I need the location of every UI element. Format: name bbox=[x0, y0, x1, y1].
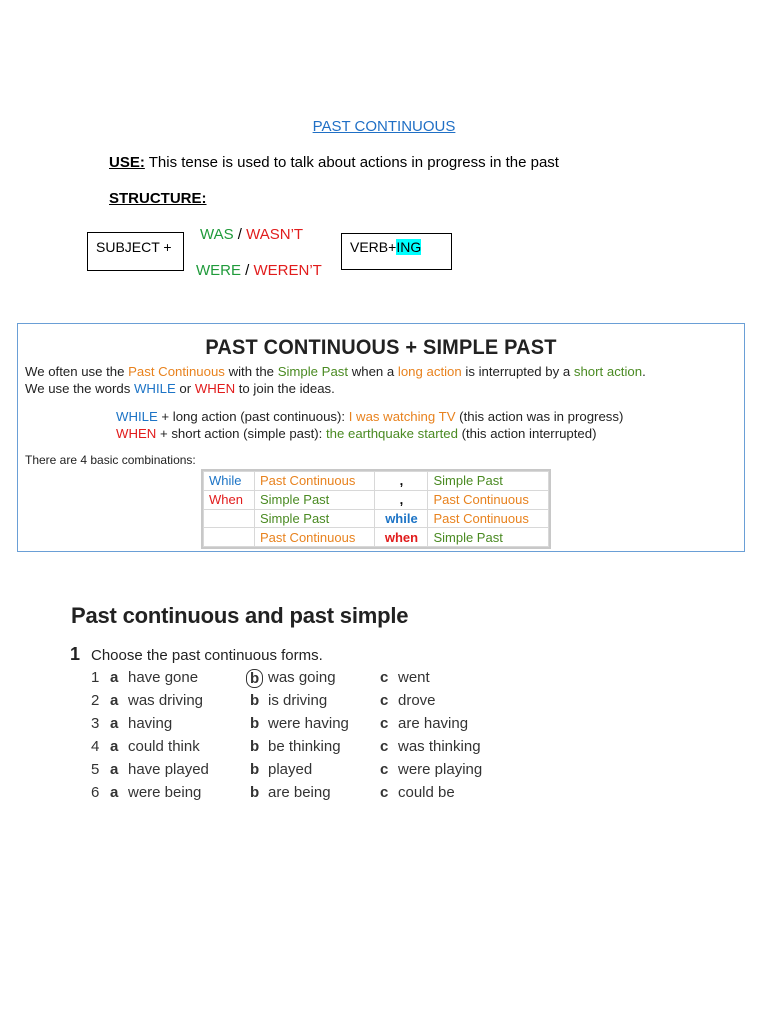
slash-2: / bbox=[241, 262, 254, 279]
option-b: be thinking bbox=[268, 738, 341, 755]
combo-cell: Simple Past bbox=[254, 509, 375, 528]
combo-cell: When bbox=[204, 490, 255, 509]
structure-label-text: STRUCTURE: bbox=[109, 190, 207, 207]
option-letter-a: a bbox=[110, 692, 119, 709]
option-letter-a: a bbox=[110, 715, 119, 732]
l4-s3: (this action interrupted) bbox=[457, 426, 597, 441]
combo-cell: when bbox=[375, 528, 428, 547]
option-letter-c: c bbox=[380, 784, 389, 801]
combo-cell: Past Continuous bbox=[254, 528, 375, 547]
circled-answer-b: b bbox=[246, 669, 263, 688]
l1-long-action: long action bbox=[397, 364, 462, 379]
option-c: went bbox=[398, 669, 430, 686]
page-title: PAST CONTINUOUS bbox=[312, 118, 456, 135]
option-letter-a: a bbox=[110, 669, 119, 686]
l4-s1: + short action (simple past): bbox=[156, 426, 326, 441]
l1-s0: We often use the bbox=[25, 364, 129, 379]
item-number: 4 bbox=[91, 738, 100, 755]
infographic-line-1 bbox=[25, 364, 646, 379]
l1-s6: is interrupted by a bbox=[461, 364, 574, 379]
combo-cell: Simple Past bbox=[254, 490, 375, 509]
item-number: 2 bbox=[91, 692, 100, 709]
infographic-line-4 bbox=[116, 426, 597, 441]
wasnt-text: WASN’T bbox=[246, 226, 304, 243]
l2-while: WHILE bbox=[133, 381, 176, 396]
l2-s2: or bbox=[175, 381, 195, 396]
l1-simple-past: Simple Past bbox=[277, 364, 349, 379]
table-row bbox=[204, 472, 549, 491]
combo-cell: Past Continuous bbox=[428, 490, 549, 509]
option-letter-c: c bbox=[380, 692, 389, 709]
option-letter-c: c bbox=[380, 761, 389, 778]
option-b: played bbox=[268, 761, 313, 778]
combo-cell: Past Continuous bbox=[254, 472, 375, 491]
was-text: WAS bbox=[200, 226, 234, 243]
option-letter-b: b bbox=[250, 761, 260, 778]
option-c: are having bbox=[398, 715, 469, 732]
l2-s4: to join the ideas. bbox=[235, 381, 335, 396]
option-letter-c: c bbox=[380, 669, 389, 686]
l1-s4: when a bbox=[348, 364, 398, 379]
l3-example: I was watching TV bbox=[348, 409, 456, 424]
exercise-instruction: Choose the past continuous forms. bbox=[91, 647, 323, 664]
use-text: This tense is used to talk about actions in progress in the past bbox=[144, 154, 559, 171]
option-b: is driving bbox=[268, 692, 328, 709]
exercise-number: 1 bbox=[70, 644, 81, 664]
infographic-line-2 bbox=[25, 381, 335, 396]
option-letter-b: b bbox=[250, 784, 260, 801]
combo-cell: Simple Past bbox=[428, 472, 549, 491]
slash-1: / bbox=[233, 226, 247, 243]
grammar-infographic bbox=[17, 323, 745, 552]
combo-cell bbox=[204, 528, 255, 547]
option-letter-c: c bbox=[380, 715, 389, 732]
l2-s0: We use the words bbox=[25, 381, 134, 396]
l3-s3: (this action was in progress) bbox=[455, 409, 624, 424]
combinations-table bbox=[201, 469, 551, 549]
option-letter-a: a bbox=[110, 738, 119, 755]
combo-cell: while bbox=[375, 509, 428, 528]
option-c: could be bbox=[398, 784, 455, 801]
l1-s2: with the bbox=[224, 364, 278, 379]
option-b: are being bbox=[268, 784, 331, 801]
combo-cell: While bbox=[204, 472, 255, 491]
l1-past-continuous: Past Continuous bbox=[128, 364, 225, 379]
structure-label bbox=[109, 190, 207, 207]
infographic-title: PAST CONTINUOUS + SIMPLE PAST bbox=[205, 336, 557, 359]
option-a: were being bbox=[128, 784, 202, 801]
was-wasnt bbox=[200, 226, 303, 243]
item-number: 1 bbox=[91, 669, 100, 686]
combo-cell: , bbox=[375, 472, 428, 491]
l3-while: WHILE bbox=[116, 409, 158, 424]
option-letter-b: b bbox=[250, 715, 260, 732]
option-letter-b: b bbox=[250, 692, 260, 709]
combo-cell: , bbox=[375, 490, 428, 509]
use-line bbox=[109, 154, 559, 171]
l2-when: WHEN bbox=[194, 381, 236, 396]
verb-prefix: VERB+ bbox=[350, 239, 397, 255]
option-a: have played bbox=[128, 761, 209, 778]
option-b: was going bbox=[268, 669, 336, 686]
option-a: having bbox=[128, 715, 173, 732]
werent-text: WEREN’T bbox=[253, 262, 322, 279]
table-row bbox=[204, 490, 549, 509]
option-a: was driving bbox=[128, 692, 204, 709]
option-b: were having bbox=[268, 715, 349, 732]
exercise-heading: Past continuous and past simple bbox=[71, 603, 409, 628]
table-row bbox=[204, 528, 549, 547]
l4-example: the earthquake started bbox=[325, 426, 458, 441]
verb-box bbox=[341, 233, 452, 270]
l1-s8: . bbox=[642, 364, 646, 379]
l1-short-action: short action bbox=[573, 364, 643, 379]
l3-s1: + long action (past continuous): bbox=[157, 409, 349, 424]
option-c: were playing bbox=[398, 761, 483, 778]
item-number: 5 bbox=[91, 761, 100, 778]
combinations-label: There are 4 basic combinations: bbox=[25, 453, 196, 467]
option-letter-b: b bbox=[250, 738, 260, 755]
combo-cell bbox=[204, 509, 255, 528]
combo-cell: Past Continuous bbox=[428, 509, 549, 528]
option-letter-c: c bbox=[380, 738, 389, 755]
option-letter-a: a bbox=[110, 761, 119, 778]
option-a: have gone bbox=[128, 669, 199, 686]
combo-cell: Simple Past bbox=[428, 528, 549, 547]
option-c: drove bbox=[398, 692, 436, 709]
subject-box: SUBJECT + bbox=[87, 232, 184, 271]
option-c: was thinking bbox=[398, 738, 481, 755]
item-number: 3 bbox=[91, 715, 100, 732]
were-text: WERE bbox=[196, 262, 241, 279]
l4-when: WHEN bbox=[116, 426, 157, 441]
verb-suffix: ING bbox=[396, 239, 422, 255]
option-a: could think bbox=[128, 738, 200, 755]
item-number: 6 bbox=[91, 784, 100, 801]
table-row bbox=[204, 509, 549, 528]
option-letter-a: a bbox=[110, 784, 119, 801]
were-werent bbox=[196, 262, 322, 279]
use-label: USE: bbox=[109, 154, 145, 171]
infographic-line-3 bbox=[116, 409, 623, 424]
